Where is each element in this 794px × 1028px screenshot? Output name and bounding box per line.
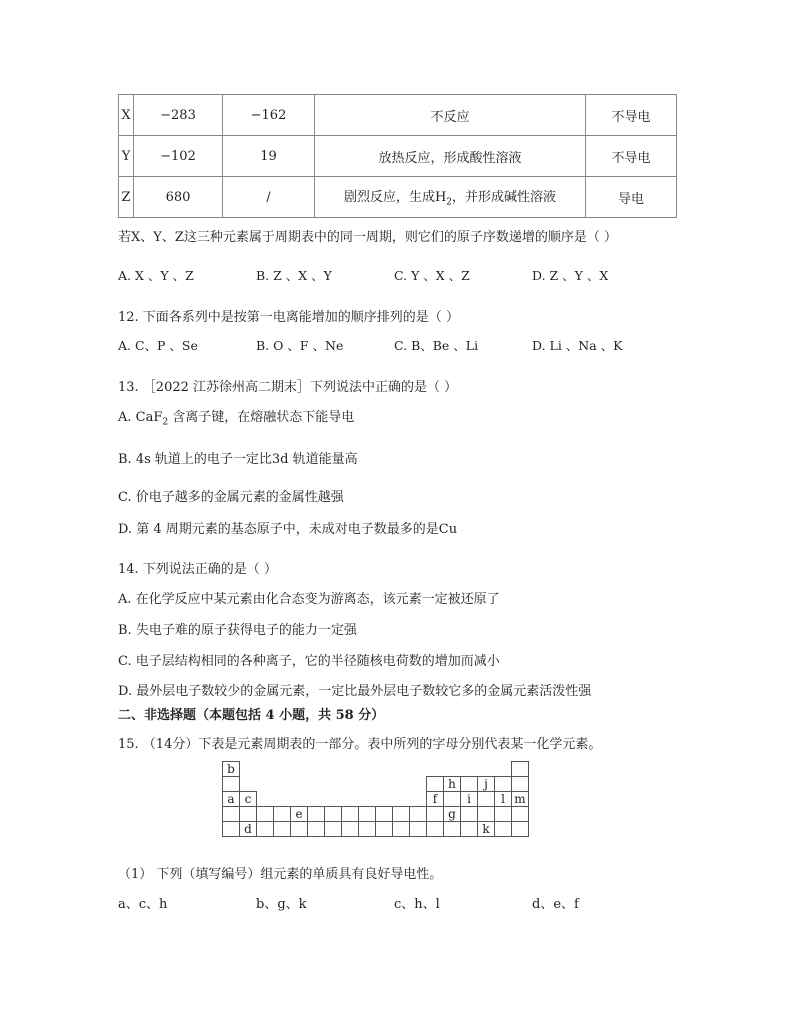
q12-stem: 12. 下面各系列中是按第一电离能增加的顺序排列的是（ ）: [118, 310, 459, 325]
element-cell: [512, 762, 529, 777]
value-cell: 680: [134, 177, 223, 218]
element-cell: [308, 807, 325, 822]
element-cell: [359, 822, 376, 837]
element-cell: [325, 822, 342, 837]
value-cell: −162: [223, 95, 315, 136]
element-cell: [495, 777, 512, 792]
q15-sub1-option-d[interactable]: d、e、f: [532, 897, 579, 912]
element-cell: [240, 807, 257, 822]
element-cell: [257, 807, 274, 822]
q14-option-c[interactable]: C. 电子层结构相同的各种离子，它的半径随核电荷数的增加而减小: [118, 654, 500, 669]
q14-option-b[interactable]: B. 失电子难的原子获得电子的能力一定强: [118, 623, 357, 638]
q12-option-b[interactable]: B. O 、F 、Ne: [256, 338, 344, 353]
element-cell: [427, 807, 444, 822]
element-cell: [512, 807, 529, 822]
element-cell: [444, 822, 461, 837]
table-row: [119, 136, 677, 177]
element-cell: [376, 807, 393, 822]
element-properties-table: [118, 94, 677, 218]
element-cell: e: [291, 807, 308, 822]
element-cell: [223, 777, 240, 792]
element-cell: d: [240, 822, 257, 837]
table-row: [119, 95, 677, 136]
element-cell: [495, 822, 512, 837]
element-cell: [359, 807, 376, 822]
q13-option-a[interactable]: A. CaF$_2$ 含离子键，在熔融状态下能导电: [118, 410, 355, 428]
element-cell: [376, 822, 393, 837]
section-heading: 二、非选择题（本题包括 4 小题，共 58 分）: [118, 708, 385, 723]
element-cell: [342, 822, 359, 837]
q14-option-d[interactable]: D. 最外层电子数较少的金属元素，一定比最外层电子数较它多的金属元素活泼性强: [118, 684, 592, 699]
q13-option-c[interactable]: C. 价电子越多的金属元素的金属性越强: [118, 490, 344, 505]
value-cell: /: [223, 177, 315, 218]
value-cell: −283: [134, 95, 223, 136]
q15-sub1-option-a[interactable]: a、c、h: [118, 897, 168, 912]
element-cell: b: [223, 762, 240, 777]
element-cell: [274, 822, 291, 837]
element-cell: [342, 807, 359, 822]
element-cell: [461, 777, 478, 792]
element-cell: [461, 822, 478, 837]
reaction-cell: 不反应: [315, 95, 586, 136]
q15-sub1-option-c[interactable]: c、h、l: [394, 897, 440, 912]
element-cell: i: [461, 792, 478, 807]
element-cell: f: [427, 792, 444, 807]
element-cell: [410, 807, 427, 822]
element-cell: Z: [119, 177, 134, 218]
element-cell: h: [444, 777, 461, 792]
element-cell: [393, 822, 410, 837]
conductivity-cell: 不导电: [586, 95, 677, 136]
q11-option-c[interactable]: C. Y 、X 、Z: [394, 268, 470, 283]
q14-stem: 14. 下列说法正确的是（ ）: [118, 562, 277, 577]
element-cell: [291, 822, 308, 837]
element-cell: g: [444, 807, 461, 822]
element-cell: l: [495, 792, 512, 807]
q13-option-b[interactable]: B. 4s 轨道上的电子一定比3d 轨道能量高: [118, 452, 358, 467]
reaction-cell: 剧烈反应，生成$H_2$，并形成碱性溶液: [315, 177, 586, 218]
q12-option-c[interactable]: C. B、Be 、Li: [394, 338, 479, 353]
element-cell: [223, 807, 240, 822]
element-cell: c: [240, 792, 257, 807]
element-cell: [274, 807, 291, 822]
element-cell: [257, 822, 274, 837]
element-cell: [223, 822, 240, 837]
conductivity-cell: 导电: [586, 177, 677, 218]
table-row: [119, 177, 677, 218]
element-cell: X: [119, 95, 134, 136]
element-cell: [444, 792, 461, 807]
q11-stem: 若X、Y、Z这三种元素属于周期表中的同一周期，则它们的原子序数递增的顺序是（ ）: [118, 230, 618, 245]
value-cell: −102: [134, 136, 223, 177]
element-cell: [427, 777, 444, 792]
reaction-cell: 放热反应，形成酸性溶液: [315, 136, 586, 177]
q12-option-a[interactable]: A. C、P 、Se: [118, 338, 198, 353]
q13-stem: 13. ［2022 江苏徐州高二期末］下列说法中正确的是（ ）: [118, 380, 458, 395]
element-cell: [393, 807, 410, 822]
q11-option-d[interactable]: D. Z 、Y 、X: [532, 268, 609, 283]
element-cell: j: [478, 777, 495, 792]
q11-option-b[interactable]: B. Z 、X 、Y: [256, 268, 332, 283]
q11-option-a[interactable]: A. X 、Y 、Z: [118, 268, 194, 283]
element-cell: [495, 807, 512, 822]
element-cell: m: [512, 792, 529, 807]
element-cell: [308, 822, 325, 837]
value-cell: 19: [223, 136, 315, 177]
element-cell: [325, 807, 342, 822]
element-cell: a: [223, 792, 240, 807]
element-cell: Y: [119, 136, 134, 177]
element-cell: [478, 807, 495, 822]
element-cell: k: [478, 822, 495, 837]
q13-option-d[interactable]: D. 第 4 周期元素的基态原子中，未成对电子数最多的是Cu: [118, 522, 458, 537]
element-cell: [478, 792, 495, 807]
q15-stem: 15. （14分）下表是元素周期表的一部分。表中所列的字母分别代表某一化学元素。: [118, 737, 602, 752]
element-cell: [410, 822, 427, 837]
periodic-table-fragment: [222, 761, 529, 837]
element-cell: [427, 822, 444, 837]
q14-option-a[interactable]: A. 在化学反应中某元素由化合态变为游离态，该元素一定被还原了: [118, 592, 500, 607]
q15-sub1-option-b[interactable]: b、g、k: [256, 897, 307, 912]
q12-option-d[interactable]: D. Li 、Na 、K: [532, 338, 623, 353]
q15-sub1-stem: （1） 下列（填写编号）组元素的单质具有良好导电性。: [118, 867, 443, 882]
element-cell: [461, 807, 478, 822]
element-cell: [512, 822, 529, 837]
element-cell: [512, 777, 529, 792]
conductivity-cell: 不导电: [586, 136, 677, 177]
